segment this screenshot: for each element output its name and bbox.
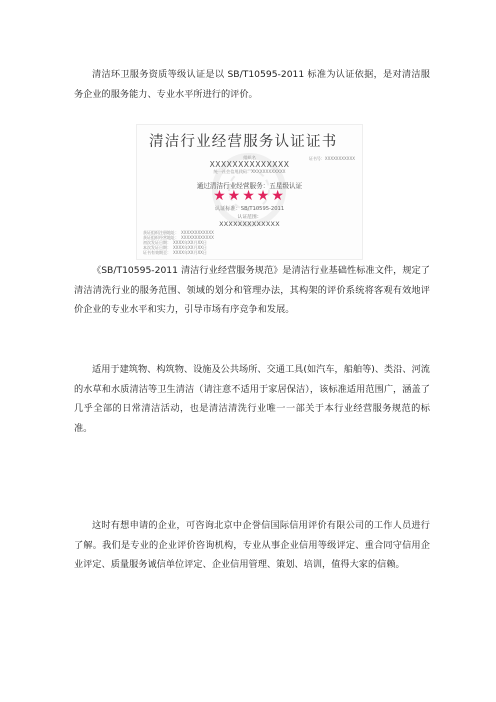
detail-label: 证书有效期至： <box>143 250 171 255</box>
credit-code: 统一社会信用代码：XXXXXXXXXXXX <box>213 169 286 174</box>
detail-label: 本次发证日期： <box>143 245 171 250</box>
detail-label: 获证组织注册地址： <box>143 230 179 235</box>
standard-description-paragraph: 《SB/T10595-2011 清洁行业经营服务规范》是清洁行业基础性标准文件，规定了清洁清洗行业的服务范围、领域的划分和管理办法，其构架的评价系统将客观有效地评价企业的专业水平和实力，引导市场有序竞争和发展。 <box>74 265 430 316</box>
org-value: XXXXXXXXXXXXXX <box>209 160 290 169</box>
org-label: 组织名 <box>243 155 256 160</box>
certification-range-label: 认证范围： <box>237 215 262 220</box>
certificate-number: 证书号：XXXXXXXXXXX <box>308 156 355 161</box>
detail-value: XXXX年XX月XX日 <box>173 240 207 245</box>
service-level-line: 通过清洁行业经营服务：五星级认证 <box>196 182 303 190</box>
detail-label: 获证组织经营地址： <box>143 235 179 240</box>
detail-value: XXXX年XX月XX日 <box>173 250 207 255</box>
contact-paragraph: 这时有想申请的企业，可咨询北京中企誉信国际信用评价有限公司的工作人员进行了解。我们是专业的企业评价咨询机构，专业从事企业信用等级评定、重合同守信用企业评定、质量服务诚信单位评定、企业信用管理、策划、培训，值得大家的信赖。 <box>74 520 430 571</box>
five-star-rating: ★★★★★ <box>213 188 286 204</box>
intro-paragraph: 清洁环卫服务资质等级认证是以 SB/T10595-2011 标准为认证依据，是对清洁服务企业的服务能力、专业水平所进行的评价。 <box>74 69 430 100</box>
certification-range-value: XXXXXXXXXXXXX <box>219 220 280 228</box>
certificate-title: 清洁行业经营服务认证证书 <box>149 134 338 150</box>
scope-paragraph: 适用于建筑物、构筑物、设施及公共场所、交通工具(如汽车，船舶等)、类沿、河流的水草和水质清洁等卫生清洁（请注意不适用于家居保洁），该标准适用范围广，涵盖了几乎全部的日常清洁活动，也是清洁清洗行业唯一一部关于本行业经营服务规范的标准。 <box>74 364 430 434</box>
detail-value: XXXXXXXXXXXX <box>181 235 214 240</box>
certificate-detail-row <box>143 250 207 255</box>
certification-standard: 认证标准：SB/T10595-2011 <box>214 206 285 212</box>
detail-label: 初次发证日期： <box>143 240 171 245</box>
certificate-image <box>136 124 363 260</box>
detail-value: XXXX年XX月XX日 <box>173 245 207 250</box>
detail-value: XXXXXXXXXXXX <box>181 230 214 235</box>
